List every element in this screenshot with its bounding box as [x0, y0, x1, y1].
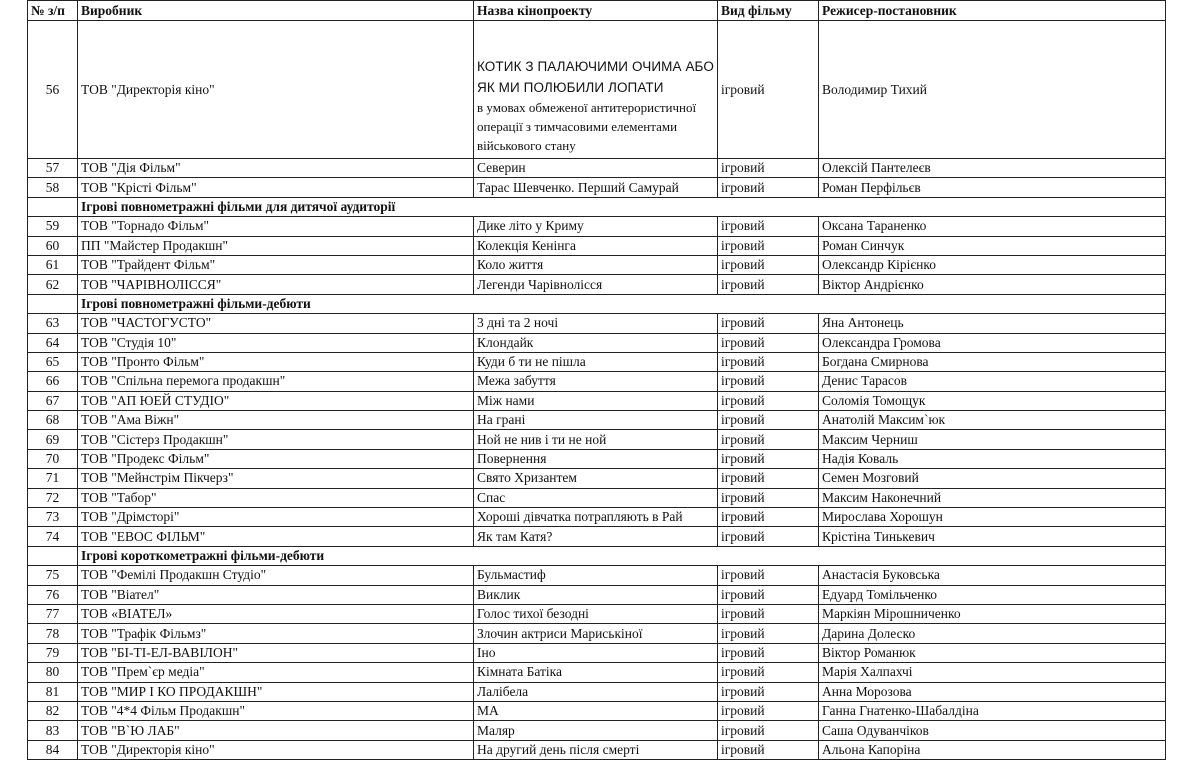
row-producer: ТОВ "Дія Фільм": [78, 159, 474, 178]
row-producer: ТОВ "Трафік Фільмз": [78, 624, 474, 643]
row-director: Анатолій Максим`юк: [819, 411, 1166, 430]
row-num: 72: [28, 488, 78, 507]
row-producer: ТОВ "Віател": [78, 585, 474, 604]
row-producer: ТОВ "Спільна перемога продакшн": [78, 372, 474, 391]
row-title: [474, 21, 718, 159]
row-num: 76: [28, 585, 78, 604]
row-producer: ТОВ "АП ЮЕЙ СТУДІО": [78, 391, 474, 410]
row-type: ігровий: [718, 643, 819, 662]
row-director: Анна Морозова: [819, 682, 1166, 701]
table-row: [28, 21, 1166, 159]
table-body: [28, 21, 1166, 760]
header-title: Назва кінопроекту: [474, 1, 718, 21]
row-title: На грані: [474, 411, 718, 430]
row-num: 67: [28, 391, 78, 410]
row-type: ігровий: [718, 740, 819, 759]
row-num: 64: [28, 333, 78, 352]
row-producer: ТОВ "Студія 10": [78, 333, 474, 352]
row-director: Богдана Смирнова: [819, 352, 1166, 371]
row-title: МА: [474, 701, 718, 720]
section-row: [28, 294, 1166, 313]
row-producer: ТОВ "Ама Віжн": [78, 411, 474, 430]
row-title: Лалібела: [474, 682, 718, 701]
row-num: 80: [28, 663, 78, 682]
row-type: ігровий: [718, 449, 819, 468]
film-projects-table: [27, 0, 1166, 760]
row-director: Максим Черниш: [819, 430, 1166, 449]
row-title: Коло життя: [474, 255, 718, 274]
section-heading: Ігрові короткометражні фільми-дебюти: [78, 546, 1166, 565]
table-row: [28, 604, 1166, 623]
row-title: Ной не нив і ти не ной: [474, 430, 718, 449]
title-caps: КОТИК З ПАЛАЮЧИМИ ОЧИМА АБО ЯК МИ ПОЛЮБИЛИ ЛОПАТИ: [477, 59, 714, 95]
row-title: Тарас Шевченко. Перший Самурай: [474, 178, 718, 197]
title-rest: в умовах обмеженої антитерористичної операції з тимчасовими елементами військового стану: [477, 100, 697, 153]
header-director: Режисер-постановник: [819, 1, 1166, 21]
row-type: ігровий: [718, 178, 819, 197]
row-title: Бульмастиф: [474, 566, 718, 585]
row-type: ігровий: [718, 682, 819, 701]
row-title: Голос тихої безодні: [474, 604, 718, 623]
row-type: ігровий: [718, 217, 819, 236]
section-num-cell: [28, 294, 78, 313]
row-type: ігровий: [718, 488, 819, 507]
row-title: Повернення: [474, 449, 718, 468]
table-row: [28, 508, 1166, 527]
row-producer: ПП "Майстер Продакшн": [78, 236, 474, 255]
row-producer: ТОВ «ВІАТЕЛ»: [78, 604, 474, 623]
table-row: [28, 236, 1166, 255]
row-director: Роман Синчук: [819, 236, 1166, 255]
row-title: 3 дні та 2 ночі: [474, 314, 718, 333]
row-director: Соломія Томощук: [819, 391, 1166, 410]
row-title: Хороші дівчатка потрапляють в Рай: [474, 508, 718, 527]
row-type: ігровий: [718, 469, 819, 488]
table-row: [28, 488, 1166, 507]
section-num-cell: [28, 197, 78, 216]
table-row: [28, 663, 1166, 682]
row-type: ігровий: [718, 721, 819, 740]
row-director: Віктор Романюк: [819, 643, 1166, 662]
table-row: [28, 352, 1166, 371]
row-producer: ТОВ "В`Ю ЛАБ": [78, 721, 474, 740]
row-director: Крістіна Тинькевич: [819, 527, 1166, 546]
row-title: На другий день після смерті: [474, 740, 718, 759]
row-num: 74: [28, 527, 78, 546]
row-type: ігровий: [718, 275, 819, 294]
row-title: Куди б ти не пішла: [474, 352, 718, 371]
table-row: [28, 585, 1166, 604]
row-type: ігровий: [718, 372, 819, 391]
table-row: [28, 178, 1166, 197]
row-producer: ТОВ "Продекс Фільм": [78, 449, 474, 468]
section-row: [28, 197, 1166, 216]
row-director: Дарина Долеско: [819, 624, 1166, 643]
row-producer: ТОВ "Директорія кіно": [78, 21, 474, 159]
row-producer: ТОВ "ЧАСТОГУСТО": [78, 314, 474, 333]
row-director: Віктор Андрієнко: [819, 275, 1166, 294]
row-type: ігровий: [718, 21, 819, 159]
table-row: [28, 217, 1166, 236]
row-director: Максим Наконечний: [819, 488, 1166, 507]
row-director: Оксана Тараненко: [819, 217, 1166, 236]
table-row: [28, 740, 1166, 759]
row-director: Марія Халпахчі: [819, 663, 1166, 682]
section-row: [28, 546, 1166, 565]
row-num: 62: [28, 275, 78, 294]
row-director: Надія Коваль: [819, 449, 1166, 468]
table-row: [28, 275, 1166, 294]
row-producer: ТОВ "Торнадо Фільм": [78, 217, 474, 236]
table-row: [28, 314, 1166, 333]
row-num: 56: [28, 21, 78, 159]
row-producer: ТОВ "Мейнстрім Пікчерз": [78, 469, 474, 488]
row-num: 58: [28, 178, 78, 197]
table-row: [28, 682, 1166, 701]
row-director: Роман Перфільєв: [819, 178, 1166, 197]
row-director: Мирослава Хорошун: [819, 508, 1166, 527]
row-director: Маркіян Мірошниченко: [819, 604, 1166, 623]
row-num: 71: [28, 469, 78, 488]
row-num: 69: [28, 430, 78, 449]
row-num: 75: [28, 566, 78, 585]
table-row: [28, 566, 1166, 585]
row-type: ігровий: [718, 352, 819, 371]
row-num: 70: [28, 449, 78, 468]
row-director: Володимир Тихий: [819, 21, 1166, 159]
row-type: ігровий: [718, 604, 819, 623]
row-num: 84: [28, 740, 78, 759]
row-title: Легенди Чарівнолісся: [474, 275, 718, 294]
table-row: [28, 449, 1166, 468]
row-num: 63: [28, 314, 78, 333]
row-type: ігровий: [718, 159, 819, 178]
row-title: Межа забуття: [474, 372, 718, 391]
section-num-cell: [28, 546, 78, 565]
header-num: № з/п: [28, 1, 78, 21]
row-title: Іно: [474, 643, 718, 662]
row-director: Едуард Томільченко: [819, 585, 1166, 604]
row-producer: ТОВ "Прем`єр медіа": [78, 663, 474, 682]
row-producer: ТОВ "БІ-ТІ-ЕЛ-ВАВІЛОН": [78, 643, 474, 662]
row-title: Як там Катя?: [474, 527, 718, 546]
row-title: Дике літо у Криму: [474, 217, 718, 236]
row-director: Олександра Громова: [819, 333, 1166, 352]
row-type: ігровий: [718, 663, 819, 682]
table-row: [28, 391, 1166, 410]
row-num: 68: [28, 411, 78, 430]
row-producer: ТОВ "Директорія кіно": [78, 740, 474, 759]
header-producer: Виробник: [78, 1, 474, 21]
row-type: ігровий: [718, 585, 819, 604]
row-director: Яна Антонець: [819, 314, 1166, 333]
section-heading: Ігрові повнометражні фільми для дитячої аудиторії: [78, 197, 1166, 216]
row-title: Свято Хризантем: [474, 469, 718, 488]
row-num: 81: [28, 682, 78, 701]
table-row: [28, 721, 1166, 740]
row-title: Северин: [474, 159, 718, 178]
table-row: [28, 372, 1166, 391]
row-producer: ТОВ "ЕВОС ФІЛЬМ": [78, 527, 474, 546]
section-heading: Ігрові повнометражні фільми-дебюти: [78, 294, 1166, 313]
row-director: Олександр Кірієнко: [819, 255, 1166, 274]
table-row: [28, 430, 1166, 449]
row-type: ігровий: [718, 508, 819, 527]
row-num: 83: [28, 721, 78, 740]
row-title: Злочин актриси Мариськіної: [474, 624, 718, 643]
row-num: 79: [28, 643, 78, 662]
table-row: [28, 527, 1166, 546]
header-type: Вид фільму: [718, 1, 819, 21]
row-producer: ТОВ "Трайдент Фільм": [78, 255, 474, 274]
row-producer: ТОВ "Фемілі Продакшн Студіо": [78, 566, 474, 585]
row-num: 77: [28, 604, 78, 623]
row-director: Альона Капоріна: [819, 740, 1166, 759]
row-type: ігровий: [718, 314, 819, 333]
table-row: [28, 333, 1166, 352]
table-row: [28, 255, 1166, 274]
table-row: [28, 643, 1166, 662]
row-type: ігровий: [718, 527, 819, 546]
row-num: 66: [28, 372, 78, 391]
row-director: Семен Мозговий: [819, 469, 1166, 488]
row-type: ігровий: [718, 333, 819, 352]
row-type: ігровий: [718, 411, 819, 430]
row-director: Анастасія Буковська: [819, 566, 1166, 585]
row-producer: ТОВ "Пронто Фільм": [78, 352, 474, 371]
table-row: [28, 159, 1166, 178]
table-row: [28, 701, 1166, 720]
row-producer: ТОВ "МИР І КО ПРОДАКШН": [78, 682, 474, 701]
row-title: Клондайк: [474, 333, 718, 352]
row-type: ігровий: [718, 701, 819, 720]
row-num: 60: [28, 236, 78, 255]
row-producer: ТОВ "Крісті Фільм": [78, 178, 474, 197]
row-type: ігровий: [718, 236, 819, 255]
row-title: Кімната Батіка: [474, 663, 718, 682]
row-num: 65: [28, 352, 78, 371]
row-num: 57: [28, 159, 78, 178]
row-type: ігровий: [718, 566, 819, 585]
row-producer: ТОВ "ЧАРІВНОЛІССЯ": [78, 275, 474, 294]
row-director: Денис Тарасов: [819, 372, 1166, 391]
row-title: Між нами: [474, 391, 718, 410]
row-num: 82: [28, 701, 78, 720]
row-title: Спас: [474, 488, 718, 507]
row-producer: ТОВ "Сістерз Продакшн": [78, 430, 474, 449]
row-type: ігровий: [718, 624, 819, 643]
row-num: 61: [28, 255, 78, 274]
table-row: [28, 469, 1166, 488]
row-num: 73: [28, 508, 78, 527]
row-title: Колекція Кенінга: [474, 236, 718, 255]
table-row: [28, 411, 1166, 430]
row-num: 78: [28, 624, 78, 643]
row-director: Ганна Гнатенко-Шабалдіна: [819, 701, 1166, 720]
row-director: Саша Одуванчіков: [819, 721, 1166, 740]
row-director: Олексій Пантелеєв: [819, 159, 1166, 178]
row-producer: ТОВ "Дрімсторі": [78, 508, 474, 527]
row-type: ігровий: [718, 391, 819, 410]
row-producer: ТОВ "Табор": [78, 488, 474, 507]
row-type: ігровий: [718, 255, 819, 274]
row-title: Виклик: [474, 585, 718, 604]
row-num: 59: [28, 217, 78, 236]
row-type: ігровий: [718, 430, 819, 449]
header-row: [28, 1, 1166, 21]
row-producer: ТОВ "4*4 Фільм Продакшн": [78, 701, 474, 720]
table-row: [28, 624, 1166, 643]
row-title: Маляр: [474, 721, 718, 740]
